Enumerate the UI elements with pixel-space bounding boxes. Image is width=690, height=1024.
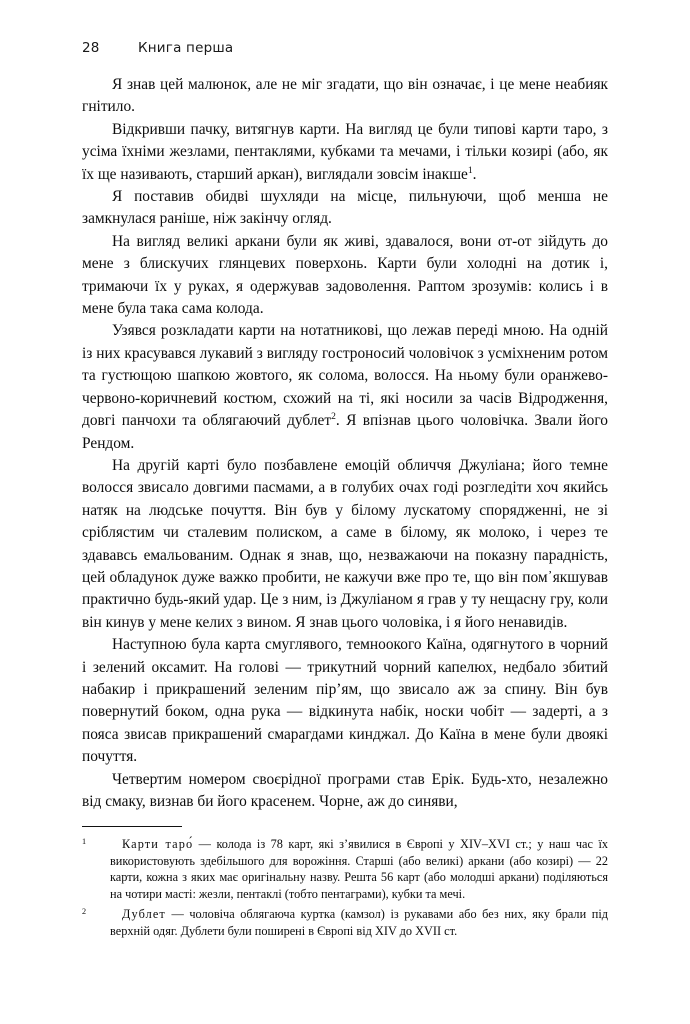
footnote-text: — колода із 78 карт, які з’явилися в Європі у XIV–XVI ст.; у наш час їх використовують здебільшого для ворожіння. Старші (або великі) аркани (або козирі) — 22 карти, кожна з яких має оригінальну назву. Решта 56 карт (або молодші аркани) поділяються на чотири масті: жезли, пентаклі (тобто пентаграми), кубки та мечі. xyxy=(110,837,609,901)
footnote-item xyxy=(82,906,608,939)
running-head-title: Книга перша xyxy=(138,40,234,56)
body-text-block xyxy=(82,74,608,813)
footnote-separator-rule xyxy=(82,826,182,827)
paragraph xyxy=(82,119,608,186)
running-head xyxy=(82,40,608,56)
paragraph xyxy=(82,186,608,231)
footnote-reference-1[interactable]: 1 xyxy=(467,164,473,176)
footnote-number: 2 xyxy=(82,907,87,917)
paragraph xyxy=(82,769,608,814)
footnote-number: 1 xyxy=(82,837,87,846)
paragraph-text: На другій карті було позбавлене емоцій обличчя Джуліана; його темне волосся звисало довгими пасмами, а в голубих очах годі розгледіти хоч якийсь натяк на людське почуття. Він був у білому лускатому спорядженні, не зі сріблястим чи сталевим полиском, а саме в білому, як молоко, і через те здававсь емальованим. Однак я знав, що, незважаючи на показну парадність, цей обладунок дуже важко пробити, не кажучи вже про те, що він пом᾿якшував практично будь-який удар. Це з ним, із Джуліаном я грав у ту нещасну гру, коли він кинув у мене келих з вином. Я знав цього чоловіка, і я його ненавидів. xyxy=(82,456,608,631)
paragraph-text: Четвертим номером своєрідної програми став Ерік. Будь-хто, незалежно від смаку, визнав би його красенем. Чорне, аж до синяви, xyxy=(82,770,608,810)
paragraph xyxy=(82,231,608,321)
paragraph-text: Наступною була карта смуглявого, темноокого Каїна, одягнутого в чорний і зелений оксамит. На голові — трикутний чорний капелюх, недбало збитий набакир і прикрашений зеленим пір’ям, що звисало аж за спину. Він був повернутий боком, одна рука — відкинута набік, носки чобіт — задерті, а з пояса звисав прикрашений смарагдами кинджал. До Каїна в мене були двоякі почуття. xyxy=(82,636,608,766)
paragraph xyxy=(82,74,608,119)
footnote-body xyxy=(110,906,608,939)
paragraph-text-tail: . Я впізнав цього чоловічка. Звали його Рендом. xyxy=(82,412,609,452)
paragraph-text: Я знав цей малюнок, але не міг згадати, що він означає, і це мене неабияк гнітило. xyxy=(82,76,608,116)
paragraph xyxy=(82,320,608,454)
footnote-body xyxy=(110,836,608,902)
paragraph-text: Я поставив обидві шухляди на місце, пильнуючи, щоб менша не замкнулася раніше, ніж закінчу огляд. xyxy=(82,188,608,228)
paragraph-text: На вигляд великі аркани були як живі, здавалося, вони от-от зійдуть до мене з блискучих глянцевих поверхонь. Карти були холодні на дотик і, тримаючи їх у руках, я одержував задоволення. Раптом зрозумів: колись і в мене була така сама колода. xyxy=(82,232,608,318)
paragraph-text-tail: . xyxy=(472,165,477,183)
footnote-section xyxy=(82,826,608,944)
footnote-reference-2[interactable]: 2 xyxy=(331,410,336,422)
paragraph-text: Узявся розкладати карти на нотатникові, що лежав переді мною. На одній із них красувався лукавий з вигляду гостроносий чоловічок з усміхненим ротом та густющою шапкою жовтого, як солома, волосся. На ньому були оранжево-червоно-коричневий костюм, схожий на ті, які носили за часів Відродження, довгі панчохи та облягаючий дублет xyxy=(82,322,608,430)
paragraph-text: Відкривши пачку, витягнув карти. На вигляд це були типові карти таро, з усіма їхніми жезлами, пентаклями, кубками та мечами, і тільки козирі (або, як їх ще називають, старший аркан), виглядали зовсім інакше xyxy=(82,120,608,183)
footnote-term: Дублет xyxy=(122,907,166,922)
paragraph xyxy=(82,634,608,768)
paragraph xyxy=(82,455,608,634)
page-folio-number: 28 xyxy=(82,40,100,56)
footnote-text: — чоловіча облягаюча куртка (камзол) із рукавами або без них, яку брали під верхній одяг. Дублети були поширені в Європі від XIV до XVII ст. xyxy=(110,907,608,938)
footnote-item xyxy=(82,836,608,902)
footnote-term: Карти таро́ xyxy=(122,837,194,851)
